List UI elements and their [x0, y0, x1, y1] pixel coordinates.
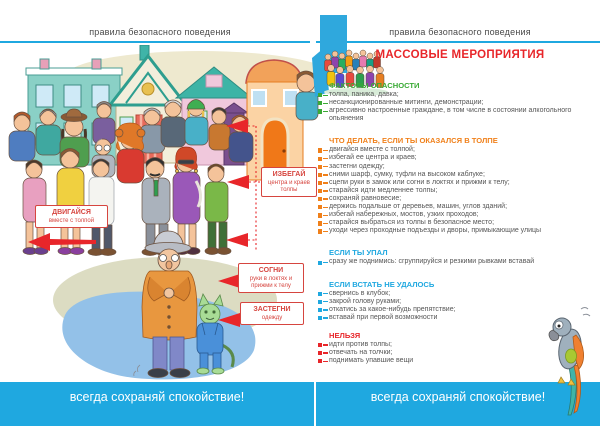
page-header-right: правила безопасного поведения: [389, 27, 531, 37]
square-dash-bullet-icon: [318, 195, 329, 203]
callout-avoid-center-edges: [261, 167, 317, 197]
square-dash-bullet-icon: [318, 179, 329, 187]
square-dash-bullet-icon: [318, 171, 329, 179]
list-item: уходи через проходные подъезды и дворы, примыкающие улицы: [318, 227, 596, 235]
section-heading-what-to-do-in-crowd: ЧТО ДЕЛАТЬ, ЕСЛИ ТЫ ОКАЗАЛСЯ В ТОЛПЕ: [329, 136, 498, 146]
callout-button-clothes: [240, 302, 304, 325]
list-item: отвечать на толчки;: [318, 349, 596, 357]
crowd-group: [9, 100, 253, 256]
list-item: сохраняй равновесие;: [318, 195, 596, 203]
header-rule-left: [0, 41, 310, 43]
square-dash-bullet-icon: [318, 146, 329, 154]
callout-subtitle: руки в локтях и прижми к телу: [249, 276, 293, 289]
list-item: старайся выбраться из толпы в безопасное место;: [318, 219, 596, 227]
list-item: агрессивно настроенные граждане, в том числе в состоянии алкогольного опьянения: [318, 107, 596, 123]
square-dash-bullet-icon: [318, 219, 329, 227]
square-dash-bullet-icon: [318, 187, 329, 195]
callout-title: СОГНИ: [258, 267, 284, 274]
square-dash-bullet-icon: [318, 203, 329, 211]
section-heading-danger-factors: ФАКТОРЫ ОПАСНОСТИ: [329, 81, 420, 90]
section-list: [318, 91, 596, 123]
square-dash-bullet-icon: [318, 154, 329, 162]
callout-subtitle: одежду: [261, 315, 283, 321]
callout-subtitle: вместе с толпой: [48, 218, 95, 224]
square-dash-bullet-icon: [318, 107, 329, 115]
square-dash-bullet-icon: [318, 357, 329, 365]
list-item: несанкционированные митинги, демонстрации;: [318, 99, 596, 107]
list-item: избегай набережных, мостов, узких проходов;: [318, 211, 596, 219]
callout-bend-arms: [238, 263, 304, 293]
section-heading-forbidden: НЕЛЬЗЯ: [329, 330, 361, 340]
house-orange-arch-door: [246, 60, 303, 180]
callout-title: ЗАСТЕГНИ: [253, 306, 291, 313]
square-dash-bullet-icon: [318, 99, 329, 107]
square-dash-bullet-icon: [318, 290, 329, 298]
list-item: сними шарф, сумку, туфли на высоком каблуке;: [318, 171, 596, 179]
section-list: [318, 258, 596, 266]
square-dash-bullet-icon: [318, 91, 329, 99]
callout-move-with-crowd: [35, 205, 108, 228]
square-dash-bullet-icon: [318, 306, 329, 314]
list-item: откатись за какое-нибудь препятствие;: [318, 306, 596, 314]
banner-keep-calm-left: всегда сохраняй спокойствие!: [0, 382, 314, 426]
list-item: толпа, паника, давка;: [318, 91, 596, 99]
list-item: держись подальше от деревьев, машин, углов зданий;: [318, 203, 596, 211]
list-item: идти против толпы;: [318, 341, 596, 349]
list-item: застегни одежду;: [318, 163, 596, 171]
square-dash-bullet-icon: [318, 211, 329, 219]
section-list: [318, 146, 596, 235]
square-dash-bullet-icon: [318, 227, 329, 235]
square-dash-bullet-icon: [318, 341, 329, 349]
square-dash-bullet-icon: [318, 314, 329, 322]
list-item: старайся идти медленнее толпы;: [318, 187, 596, 195]
section-heading-cant-get-up: ЕСЛИ ВСТАТЬ НЕ УДАЛОСЬ: [329, 279, 435, 289]
banner-keep-calm-right: всегда сохраняй спокойствие!: [316, 382, 600, 426]
list-item: избегай ее центра и краев;: [318, 154, 596, 162]
square-dash-bullet-icon: [318, 349, 329, 357]
square-dash-bullet-icon: [318, 298, 329, 306]
list-item: сразу же поднимись: сгруппируйся и резкими рывками вставай: [318, 258, 596, 266]
callout-subtitle: центра и краев толпы: [268, 180, 310, 193]
square-dash-bullet-icon: [318, 258, 329, 266]
callout-title: ДВИГАЙСЯ: [52, 209, 91, 216]
list-item: свернись в клубок;: [318, 290, 596, 298]
square-dash-bullet-icon: [318, 163, 329, 171]
page-title: МАССОВЫЕ МЕРОПРИЯТИЯ: [375, 49, 545, 61]
list-item: закрой голову руками;: [318, 298, 596, 306]
parrot-illustration: [545, 303, 595, 423]
section-heading-if-you-fell: ЕСЛИ ТЫ УПАЛ: [329, 248, 388, 258]
list-item: поднимать упавшие вещи: [318, 357, 596, 365]
list-item: вставай при первой возможности: [318, 314, 596, 322]
list-item: двигайся вместе с толпой;: [318, 146, 596, 154]
page-header-left: правила безопасного поведения: [89, 27, 231, 37]
list-item: сцепи руки в замок или согни в локтях и прижми к телу;: [318, 179, 596, 187]
callout-title: ИЗБЕГАЙ: [272, 171, 306, 178]
